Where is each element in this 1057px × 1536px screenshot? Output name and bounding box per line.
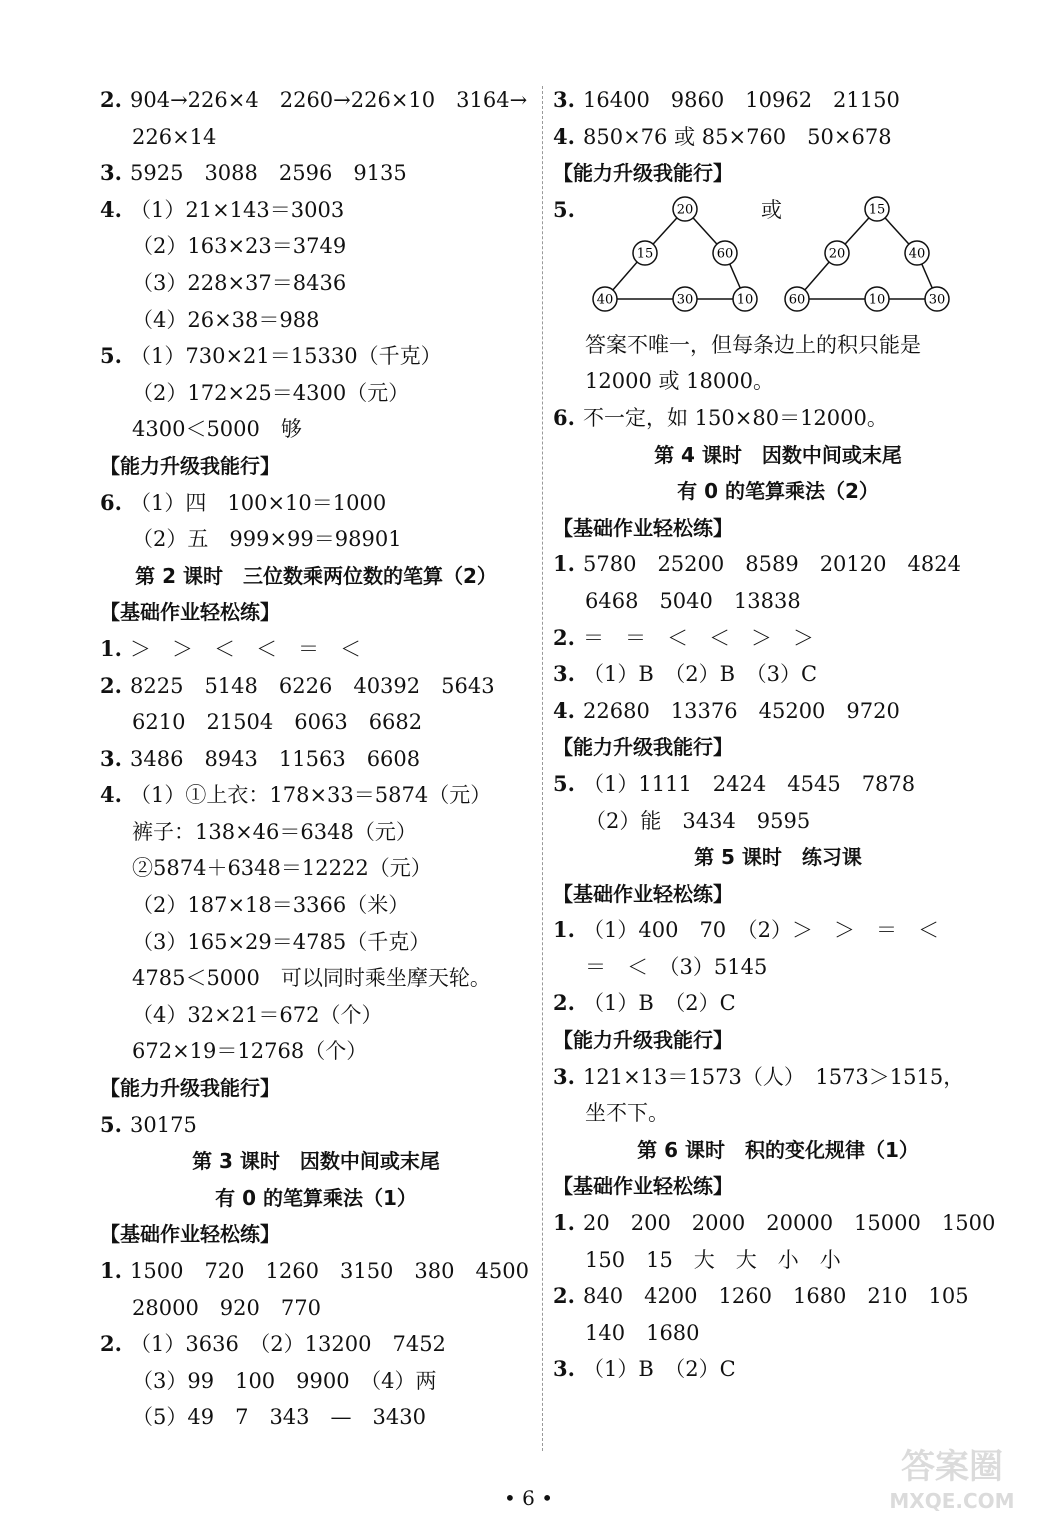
answer-text: ②5874＋6348＝12222（元） xyxy=(132,856,432,881)
lesson-title: 第 5 课时 练习课 xyxy=(694,845,862,870)
question-number: 2. xyxy=(553,990,575,1016)
column-divider xyxy=(542,86,543,1451)
watermark-logo xyxy=(877,1436,1027,1516)
answer-text: 答案不唯一，但每条边上的积只能是 xyxy=(585,332,921,357)
answer-line xyxy=(100,192,532,229)
question-number: 5. xyxy=(100,343,122,369)
answer-line xyxy=(100,887,532,924)
question-number: 3. xyxy=(553,87,575,112)
section-heading: 【基础作业轻松练】 xyxy=(553,881,733,906)
answer-line xyxy=(100,119,532,156)
answer-text: 840 4200 1260 1680 210 105 xyxy=(583,1284,969,1309)
answer-text: 5925 3088 2596 9135 xyxy=(130,161,407,186)
answer-text: （1）B （2）B （3）C xyxy=(583,662,818,687)
answer-text: （3）165×29＝4785（千克） xyxy=(132,929,431,954)
triangle-node-label: 10 xyxy=(736,292,754,308)
triangle-diagram-row xyxy=(553,192,1003,327)
answer-text: 12000 或 18000。 xyxy=(585,369,774,394)
answer-line xyxy=(553,583,1003,620)
answer-line xyxy=(553,1242,1003,1279)
answer-line xyxy=(553,1205,1003,1242)
answer-line xyxy=(553,1095,1003,1132)
answer-line xyxy=(100,850,532,887)
triangle-node-label: 10 xyxy=(868,292,886,308)
answer-text: 20 200 2000 20000 15000 1500 xyxy=(583,1211,996,1236)
answer-text: （1）B （2）C xyxy=(583,1357,736,1382)
answer-line xyxy=(100,155,532,192)
question-number: 1. xyxy=(100,1258,122,1283)
answer-text: （4）26×38＝988 xyxy=(132,307,320,332)
answer-text: 3486 8943 11563 6608 xyxy=(130,746,421,771)
answer-text: 5780 25200 8589 20120 4824 xyxy=(583,552,961,577)
question-number: 4. xyxy=(553,123,575,149)
answer-text: 16400 9860 10962 21150 xyxy=(583,88,900,112)
answer-line xyxy=(553,656,1003,693)
answer-line xyxy=(100,521,532,558)
answer-line xyxy=(100,741,532,778)
answer-text: 672×19＝12768（个） xyxy=(132,1039,368,1064)
answer-line xyxy=(100,411,532,448)
question-number: 4. xyxy=(100,782,122,808)
left-column xyxy=(100,82,532,1436)
question-number: 1. xyxy=(100,635,122,661)
section-heading: 【能力升级我能行】 xyxy=(553,1028,733,1053)
answer-line xyxy=(553,1315,1003,1352)
question-number: 3. xyxy=(553,1063,575,1089)
answer-line xyxy=(553,82,1003,119)
answer-text: 裤子：138×46＝6348（元） xyxy=(132,819,417,844)
question-number: 4. xyxy=(553,697,575,723)
answer-line xyxy=(100,228,532,265)
answer-line xyxy=(100,1253,532,1290)
answer-line xyxy=(553,912,1003,949)
answer-text: （2）163×23＝3749 xyxy=(132,234,347,259)
section-heading: 【能力升级我能行】 xyxy=(553,735,733,760)
question-number: 3. xyxy=(100,745,122,771)
question-number: 1. xyxy=(553,917,575,943)
answer-line xyxy=(553,400,1003,437)
answer-line xyxy=(553,1278,1003,1315)
answer-text: （2）172×25＝4300（元） xyxy=(132,380,410,405)
question-number: 6. xyxy=(553,404,575,430)
watermark-title: 答案圈 xyxy=(901,1447,1003,1487)
question-number: 2. xyxy=(100,87,122,112)
section-heading: 【能力升级我能行】 xyxy=(100,453,280,478)
triangle-node-label: 60 xyxy=(788,292,806,308)
answer-line xyxy=(100,631,532,668)
lesson-title: 第 4 课时 因数中间或末尾 xyxy=(654,442,902,467)
question-number: 3. xyxy=(553,1356,575,1382)
answer-line xyxy=(553,1351,1003,1388)
answer-text: 4785＜5000 可以同时乘坐摩天轮。 xyxy=(132,966,491,991)
section-heading: 【基础作业轻松练】 xyxy=(553,515,733,540)
answer-text: 6210 21504 6063 6682 xyxy=(132,710,423,735)
answer-text: （1）B （2）C xyxy=(583,991,736,1016)
triangle-node-label: 15 xyxy=(868,202,886,218)
answer-line xyxy=(100,375,532,412)
right-column xyxy=(553,82,1003,1388)
answer-text: 904→226×4 2260→226×10 3164→ xyxy=(130,88,528,112)
answer-text: 22680 13376 45200 9720 xyxy=(583,698,900,723)
right-top-block xyxy=(553,82,1003,192)
section-heading: 【基础作业轻松练】 xyxy=(100,1222,280,1247)
right-bottom-block xyxy=(553,327,1003,1388)
answer-text: 1500 720 1260 3150 380 4500 xyxy=(130,1259,529,1283)
question-number: 1. xyxy=(553,551,575,577)
answer-text: 4300＜5000 够 xyxy=(132,417,302,442)
triangle-node-label: 60 xyxy=(716,246,734,262)
answer-line xyxy=(100,1363,532,1400)
answer-text: （2）能 3434 9595 xyxy=(585,808,811,833)
question-number: 3. xyxy=(100,160,122,186)
answer-line xyxy=(553,693,1003,730)
triangle-node-label: 40 xyxy=(908,246,926,262)
answer-line xyxy=(553,985,1003,1022)
answer-text: （1）1111 2424 4545 7878 xyxy=(583,771,916,796)
question-number: 1. xyxy=(553,1210,575,1236)
answer-line xyxy=(100,668,532,705)
answer-line xyxy=(100,960,532,997)
answer-text: 226×14 xyxy=(132,124,217,149)
answer-text: （3）228×37＝8436 xyxy=(132,270,347,295)
question-number: 2. xyxy=(100,1331,122,1357)
answer-line xyxy=(100,82,532,119)
lesson-title: 第 3 课时 因数中间或末尾 xyxy=(192,1149,440,1174)
answer-text: ＞ ＞ ＜ ＜ ＝ ＜ xyxy=(130,636,361,661)
answer-line xyxy=(553,327,1003,364)
answer-line xyxy=(100,924,532,961)
answer-line xyxy=(553,119,1003,156)
answer-line xyxy=(100,777,532,814)
or-label: 或 xyxy=(761,197,782,222)
answer-line xyxy=(100,1290,532,1327)
triangle-diagram-2 xyxy=(781,196,961,321)
answer-line xyxy=(553,620,1003,657)
question-number: 2. xyxy=(553,624,575,650)
answer-line xyxy=(100,704,532,741)
answer-text: （2）五 999×99＝98901 xyxy=(132,527,402,552)
answer-line xyxy=(553,363,1003,400)
question-number: 4. xyxy=(100,196,122,222)
answer-line xyxy=(100,1033,532,1070)
triangle-node-label: 20 xyxy=(676,202,694,218)
answer-text: ＝ ＜ （3）5145 xyxy=(585,954,768,979)
answer-text: 坐不下。 xyxy=(585,1101,669,1126)
triangle-node-label: 40 xyxy=(596,292,614,308)
answer-text: 28000 920 770 xyxy=(132,1295,321,1320)
question-number: 2. xyxy=(100,672,122,698)
answer-text: 8225 5148 6226 40392 5643 xyxy=(130,673,495,698)
lesson-title: 有 0 的笔算乘法（2） xyxy=(677,479,879,504)
triangle-node-label: 30 xyxy=(676,292,694,308)
answer-text: 6468 5040 13838 xyxy=(585,588,801,613)
answer-line xyxy=(100,1107,532,1144)
answer-text: 不一定，如 150×80＝12000。 xyxy=(583,405,888,430)
answer-text: 150 15 大 大 小 小 xyxy=(585,1247,841,1272)
answer-text: （1）730×21＝15330（千克） xyxy=(130,344,442,369)
answer-line xyxy=(100,485,532,522)
section-heading: 【基础作业轻松练】 xyxy=(100,600,280,625)
triangle-diagram-1 xyxy=(589,196,769,321)
section-heading: 【能力升级我能行】 xyxy=(553,161,733,186)
answer-line xyxy=(553,1059,1003,1096)
answer-text: 121×13＝1573（人） 1573＞1515， xyxy=(583,1064,965,1089)
answer-line xyxy=(100,265,532,302)
answer-line xyxy=(553,546,1003,583)
answer-line xyxy=(100,814,532,851)
answer-text: （2）187×18＝3366（米） xyxy=(132,893,410,918)
answer-text: （4）32×21＝672（个） xyxy=(132,1002,383,1027)
answer-line xyxy=(100,1399,532,1436)
answer-text: （1）①上衣：178×33＝5874（元） xyxy=(130,783,492,808)
lesson-title: 第 2 课时 三位数乘两位数的笔算（2） xyxy=(135,563,497,588)
answer-line xyxy=(553,949,1003,986)
answer-text: 850×76 或 85×760 50×678 xyxy=(583,124,892,149)
question-number: 3. xyxy=(553,661,575,687)
answer-text: （1）400 70 （2）＞ ＞ ＝ ＜ xyxy=(583,918,940,943)
triangle-node-label: 30 xyxy=(928,292,946,308)
lesson-title: 第 6 课时 积的变化规律（1） xyxy=(637,1137,919,1162)
answer-line xyxy=(100,302,532,339)
page-number: • 6 • xyxy=(503,1486,554,1510)
answer-text: 140 1680 xyxy=(585,1320,700,1345)
watermark-url: MXQE.COM xyxy=(889,1489,1015,1513)
answer-text: 30175 xyxy=(130,1112,197,1137)
question-number: 6. xyxy=(100,489,122,515)
triangle-node-label: 15 xyxy=(636,246,654,262)
answer-line xyxy=(553,803,1003,840)
answer-text: （1）四 100×10＝1000 xyxy=(130,490,387,515)
triangle-node-label: 20 xyxy=(828,246,846,262)
answer-line xyxy=(100,1326,532,1363)
answer-text: （3）99 100 9900 （4）两 xyxy=(132,1368,437,1393)
answer-line xyxy=(100,338,532,375)
section-heading: 【基础作业轻松练】 xyxy=(553,1174,733,1199)
section-heading: 【能力升级我能行】 xyxy=(100,1076,280,1101)
answer-line xyxy=(553,766,1003,803)
answer-text: （1）21×143＝3003 xyxy=(130,197,345,222)
answer-line xyxy=(100,997,532,1034)
question-number: 2. xyxy=(553,1283,575,1309)
lesson-title: 有 0 的笔算乘法（1） xyxy=(215,1185,417,1210)
question-number: 5. xyxy=(553,770,575,796)
answer-text: ＝ ＝ ＜ ＜ ＞ ＞ xyxy=(583,625,814,650)
question-number: 5. xyxy=(553,196,575,222)
question-number: 5. xyxy=(100,1111,122,1137)
answer-text: （5）49 7 343 — 3430 xyxy=(132,1405,426,1430)
answer-text: （1）3636 （2）13200 7452 xyxy=(130,1332,446,1357)
